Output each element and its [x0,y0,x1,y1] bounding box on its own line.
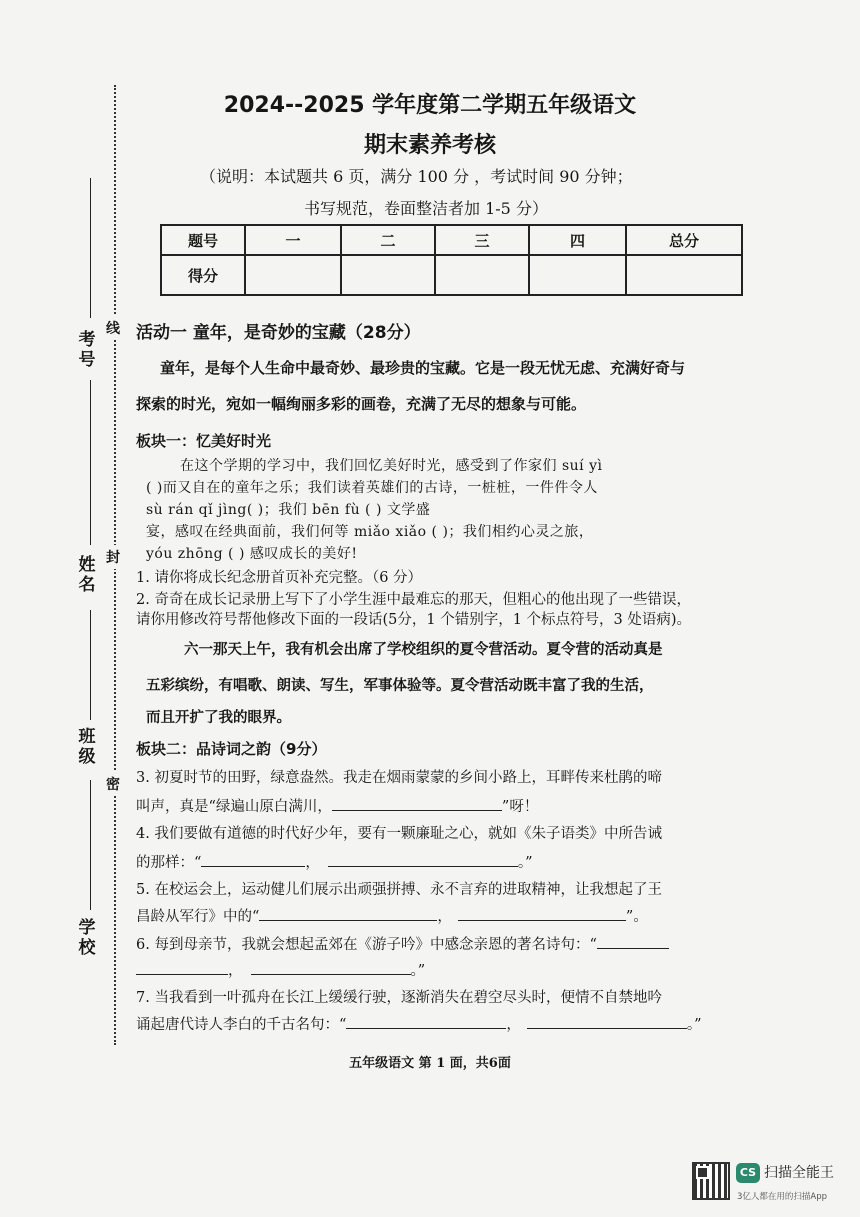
question-5-line1: 5. 在校运会上，运动健儿们展示出顽强拼搏、永不言弃的进取精神，让我想起了王 [136,882,662,898]
block1-fill-line5: yóu zhōng ( ) 感叹成长的美好! [146,546,358,562]
side-label-name: 姓名 [78,555,96,595]
fold-mark-secret: 密 [106,772,120,796]
q6-comma: ， [228,963,243,979]
score-header-cell: 一 [245,225,341,255]
score-row-label: 得分 [161,255,245,295]
block1-title: 板块一：忆美好时光 [136,432,272,450]
question-7-line2 [136,1014,702,1035]
q6-suffix: 。” [410,963,426,979]
score-header-cell: 二 [341,225,435,255]
question-3-line2 [136,796,538,817]
q4-answer-blank-2[interactable] [328,852,518,867]
score-header-cell: 总分 [626,225,742,255]
side-label-school: 学校 [78,918,96,958]
q4-comma: ， [305,855,320,871]
q3-suffix: ”呀！ [501,799,539,815]
block1-fill-line2: ( )而又自在的童年之乐；我们读着英雄们的古诗，一桩桩，一件件令人 [146,480,598,496]
camscanner-name: 扫描全能王 [764,1165,834,1181]
section1-title: 活动一 童年，是奇妙的宝藏（28分） [136,323,421,343]
q5-answer-blank-1[interactable] [259,906,437,921]
class-line[interactable] [90,610,91,720]
story-line2: 五彩缤纷，有唱歌、朗读、写生，军事体验等。夏令营活动既丰富了我的生活， [146,677,654,694]
side-label-exam-number: 考号 [78,330,96,370]
q7-prefix: 诵起唐代诗人李白的千古名句：“ [136,1017,347,1033]
story-line1: 六一那天上午，我有机会出席了学校组织的夏令营活动。夏令营的活动真是 [184,641,663,658]
question-1: 1. 请你将成长纪念册首页补充完整。（6 分） [136,570,423,586]
question-6-line2 [136,960,425,981]
q7-answer-blank-2[interactable] [527,1014,687,1029]
score-cell[interactable] [341,255,435,295]
q7-comma: ， [506,1017,521,1033]
question-3-line1: 3. 初夏时节的田野，绿意盎然。我走在烟雨蒙蒙的乡间小路上，耳畔传来杜鹃的啼 [136,770,662,786]
block1-fill-line3: sù rán qǐ jìng( )；我们 bēn fù ( ) 文学盛 [146,502,431,518]
q5-suffix: ”。 [625,909,648,925]
q3-prefix: 叫声，真是“绿遍山原白满川， [136,799,332,815]
score-table [160,224,743,296]
question-4-line2 [136,852,533,873]
exam-note-line2: 书写规范，卷面整洁者加 1-5 分） [304,199,548,218]
question-6-line1 [136,934,669,955]
side-label-class: 班级 [78,727,96,767]
score-cell[interactable] [626,255,742,295]
block2-title: 板块二：品诗词之韵（9分） [136,740,327,758]
section1-intro-line2: 探索的时光，宛如一幅绚丽多彩的画卷，充满了无尽的想象与可能。 [136,395,587,413]
qr-code-icon [692,1162,730,1200]
q5-answer-blank-2[interactable] [458,906,626,921]
camscanner-tagline: 3亿人都在用的扫描App [737,1192,828,1202]
camscanner-logo: CS [736,1163,760,1183]
q6-answer-blank-2[interactable] [251,960,411,975]
q4-prefix: 的那样：“ [136,855,202,871]
q6-prefix: 6. 每到母亲节，我就会想起孟郊在《游子吟》中感念亲恩的著名诗句：“ [136,937,597,953]
question-5-line2 [136,906,648,927]
score-cell[interactable] [245,255,341,295]
question-7-line1: 7. 当我看到一叶孤舟在长江上缓缓行驶，逐渐消失在碧空尽头时，便情不自禁地吟 [136,990,662,1006]
q7-answer-blank-1[interactable] [346,1014,506,1029]
school-line[interactable] [90,780,91,910]
q7-suffix: 。” [686,1017,702,1033]
score-header-cell: 三 [435,225,529,255]
q4-answer-blank-1[interactable] [201,852,305,867]
q4-suffix: 。” [517,855,533,871]
q3-answer-blank[interactable] [332,796,502,811]
block1-fill-line1: 在这个学期的学习中，我们回忆美好时光，感受到了作家们 suí yì [180,458,603,474]
question-2-line1: 2. 奇奇在成长记录册上写下了小学生涯中最难忘的那天，但粗心的他出现了一些错误， [136,592,691,608]
exam-subtitle: 期末素养考核 [363,133,496,158]
question-2-line2: 请你用修改符号帮他修改下面的一段话(5分，1 个错别字，1 个标点符号，3 处语病)。 [136,612,692,628]
q5-comma: ， [437,909,452,925]
q6-answer-blank-1b[interactable] [136,960,228,975]
name-line[interactable] [90,380,91,545]
q5-prefix: 昌龄从军行》中的“ [136,909,260,925]
section1-intro-line1: 童年，是每个人生命中最奇妙、最珍贵的宝藏。它是一段无忧无虑、充满好奇与 [160,359,686,377]
block1-fill-line4: 宴，感叹在经典面前，我们何等 miǎo xiǎo ( )；我们相约心灵之旅， [146,524,594,540]
score-cell[interactable] [529,255,626,295]
exam-note-line1: （说明：本试题共 6 页，满分 100 分 ，考试时间 90 分钟； [200,167,633,186]
story-line3: 而且开扩了我的眼界。 [146,709,291,726]
score-header-cell: 题号 [161,225,245,255]
score-cell[interactable] [435,255,529,295]
page-footer: 五年级语文 第 1 面，共6面 [349,1056,511,1071]
fold-mark-seal: 封 [106,545,120,569]
exam-title: 2024--2025 学年度第二学期五年级语文 [223,93,637,118]
score-header-cell: 四 [529,225,626,255]
exam-number-line[interactable] [90,178,91,318]
question-4-line1: 4. 我们要做有道德的时代好少年，要有一颗廉耻之心，就如《朱子语类》中所告诫 [136,826,662,842]
fold-mark-line: 线 [106,316,120,340]
q6-answer-blank-1[interactable] [597,934,669,949]
